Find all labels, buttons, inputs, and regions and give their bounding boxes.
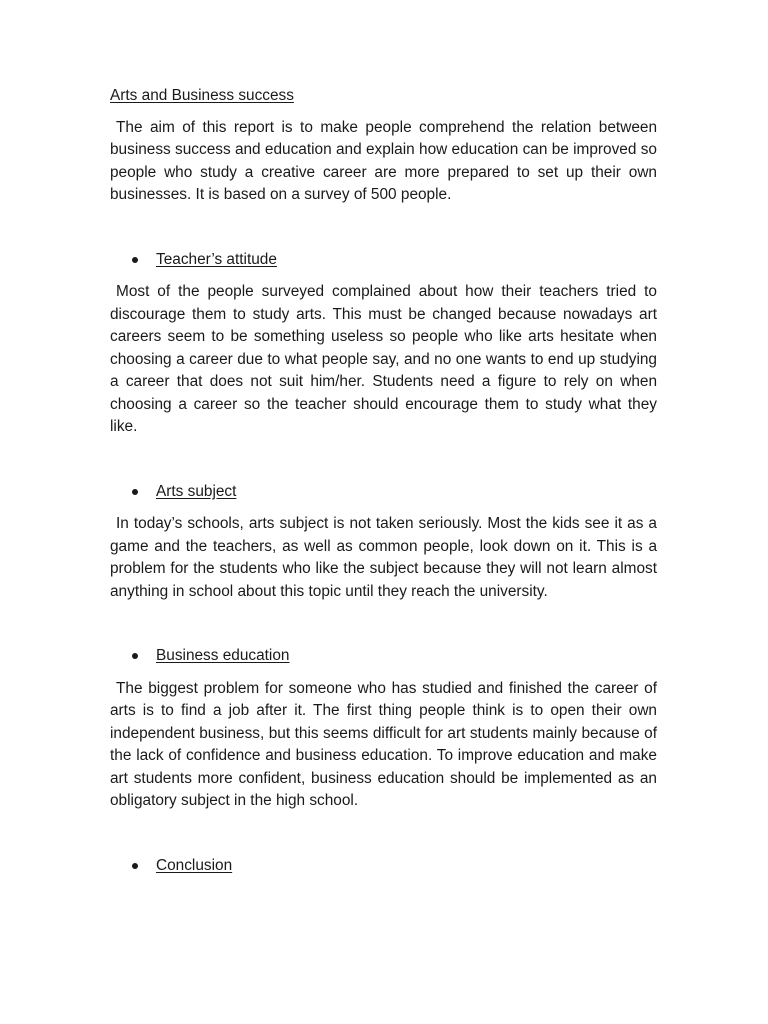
section-conclusion: [110, 855, 657, 878]
bullet-icon: [132, 489, 138, 495]
section-business-education: [110, 645, 657, 813]
section-paragraph: Most of the people surveyed complained about how their teachers tried to discourage them to study arts. This must be changed because nowadays art careers seem to be something useless so people who like arts hesitate when choosing a career due to what people say, and no one wants to end up studying a career that does not suit him/her. Students need a figure to rely on when choosing a career so the teacher should encourage them to study what they like.: [110, 283, 657, 435]
section-paragraph: In today’s schools, arts subject is not taken seriously. Most the kids see it as a game and the teachers, as well as common people, look down on it. This is a problem for the students who like the subject because they will not learn almost anything in school about this topic until they reach the university.: [110, 515, 657, 600]
section-heading-line: [110, 855, 657, 878]
document-title: Arts and Business success: [110, 87, 294, 104]
section-arts-subject: [110, 481, 657, 604]
intro-paragraph: The aim of this report is to make people comprehend the relation between business success and education and explain how education can be improved so people who study a creative career are more prepared to set up their own businesses. It is based on a survey of 500 people.: [110, 118, 657, 203]
section-heading-line: [110, 645, 657, 668]
section-paragraph: The biggest problem for someone who has studied and finished the career of arts is to find a job after it. The first thing people think is to open their own independent business, but this seems difficult for art students mainly because of the lack of confidence and business education. To improve education and make art students more confident, business education should be implemented as an obligatory subject in the high school.: [110, 679, 657, 809]
document-content: [110, 85, 657, 877]
bullet-icon: [132, 653, 138, 659]
section-heading: Arts subject: [156, 482, 237, 500]
section-heading: Teacher’s attitude: [156, 250, 277, 268]
bullet-icon: [132, 257, 138, 263]
section-heading: Business education: [156, 647, 290, 664]
section-heading: Conclusion: [156, 856, 233, 874]
bullet-icon: [132, 863, 138, 869]
section-heading-line: [110, 249, 657, 272]
section-heading-line: [110, 481, 657, 504]
section-teachers-attitude: [110, 249, 657, 439]
